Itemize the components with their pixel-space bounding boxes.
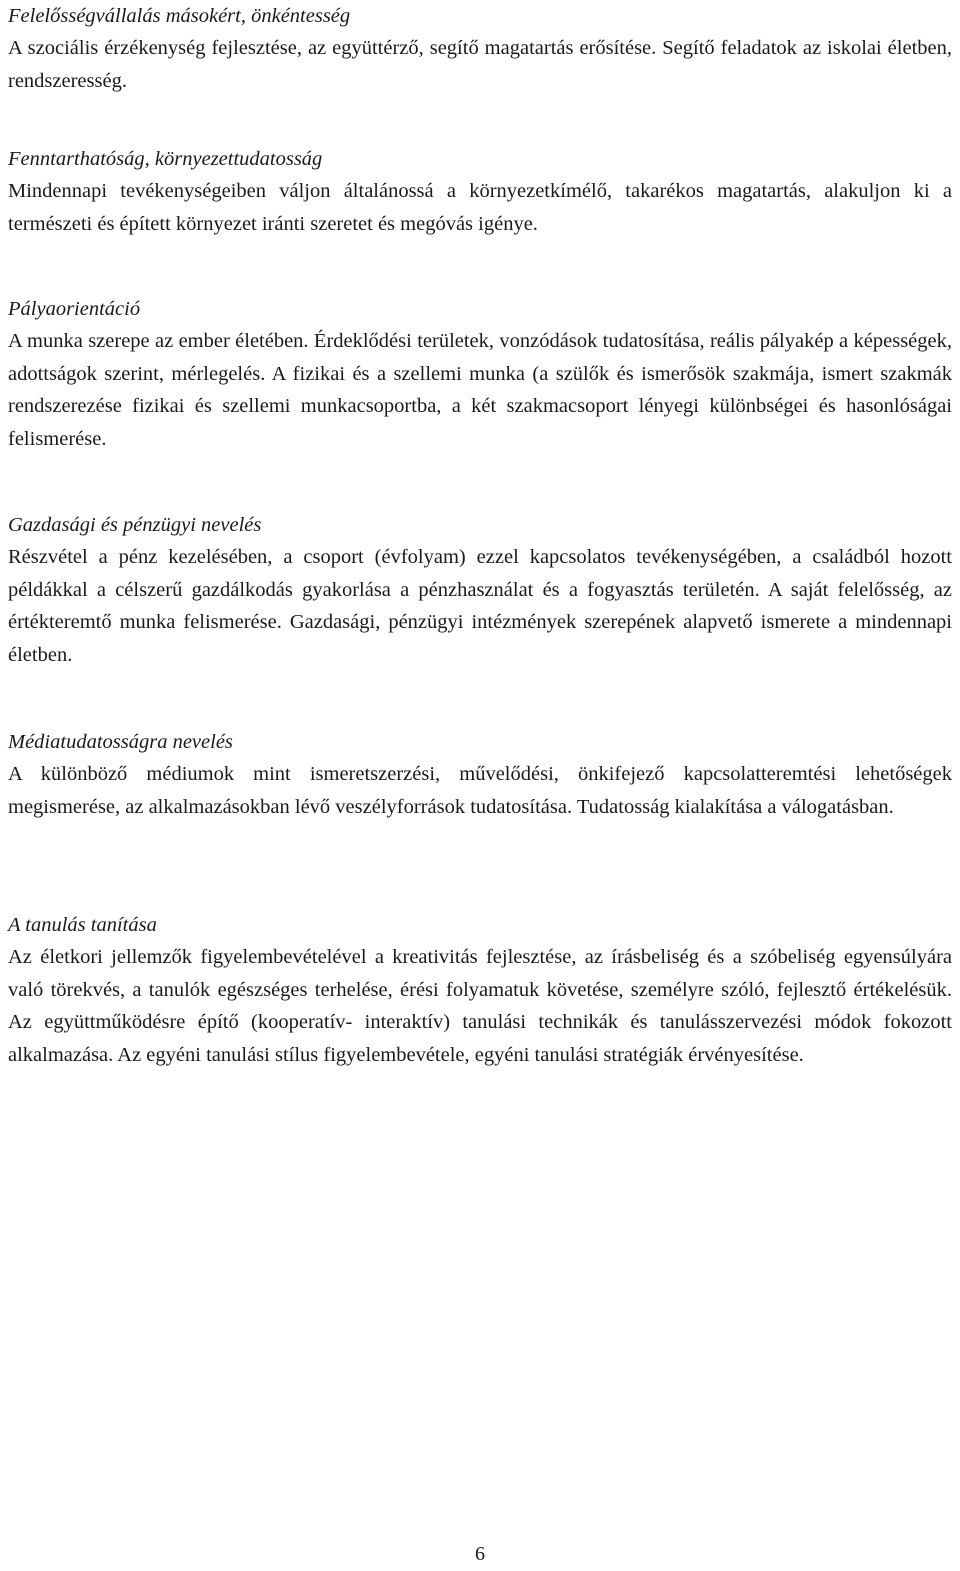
section-gazdasagi-nevelés [8, 509, 952, 671]
page-number: 6 [475, 1543, 485, 1565]
section-heading: Pályaorientáció [8, 298, 141, 320]
section-body: A különböző médiumok mint ismeretszerzési, művelődési, önkifejező kapcsolatteremtési lehetőségek megismerése, az alkalmazásokban lévő veszélyforrások tudatosítása. Tudatosság kialakítása a válogatásban. [8, 763, 952, 818]
section-body: Az életkori jellemzők figyelembevételével a kreativitás fejlesztése, az írásbeliség és a szóbeliség egyensúlyára való törekvés, a tanulók egészséges terhelése, érési folyamatuk követése, személyre szóló, fejlesztő értékelésük. Az együttműködésre építő (kooperatív- interaktív) tanulási technikák és tanulásszervezési módok fokozott alkalmazása. Az egyéni tanulási stílus figyelembevétele, egyéni tanulási stratégiák érvényesítése. [8, 946, 952, 1066]
section-heading: Fenntarthatóság, környezettudatosság [8, 148, 323, 170]
section-heading: Felelősségvállalás másokért, önkéntesség [8, 5, 351, 27]
section-felelossegvallalas [8, 0, 952, 97]
section-palyaorientacio [8, 293, 952, 455]
section-body: A munka szerepe az ember életében. Érdeklődési területek, vonzódások tudatosítása, reális pályakép a képességek, adottságok szerint, mérlegelés. A fizikai és a szellemi munka (a szülők és ismerősök szakmája, ismert szakmák rendszerezése fizikai és szellemi munkacsoportba, a két szakmacsoport lényegi különbségei és hasonlóságai felismerése. [8, 330, 952, 450]
section-tanulas-tanitasa [8, 909, 952, 1071]
section-heading: Médiatudatosságra nevelés [8, 731, 233, 753]
section-heading: A tanulás tanítása [8, 914, 157, 936]
section-body: Részvétel a pénz kezelésében, a csoport (évfolyam) ezzel kapcsolatos tevékenységében, a családból hozott példákkal a célszerű gazdálkodás gyakorlása a pénzhasználat és a fogyasztás területén. A saját felelősség, az értékteremtő munka felismerése. Gazdasági, pénzügyi intézmények szerepének alapvető ismerete a mindennapi életben. [8, 546, 952, 666]
section-mediatudatossag [8, 726, 952, 823]
section-fenntarthatosag [8, 143, 952, 240]
section-body: A szociális érzékenység fejlesztése, az együttérző, segítő magatartás erősítése. Segítő feladatok az iskolai életben, rendszeresség. [8, 37, 952, 92]
section-heading: Gazdasági és pénzügyi nevelés [8, 514, 262, 536]
section-body: Mindennapi tevékenységeiben váljon általánossá a környezetkímélő, takarékos magatartás, alakuljon ki a természeti és épített környezet iránti szeretet és megóvás igénye. [8, 180, 952, 235]
